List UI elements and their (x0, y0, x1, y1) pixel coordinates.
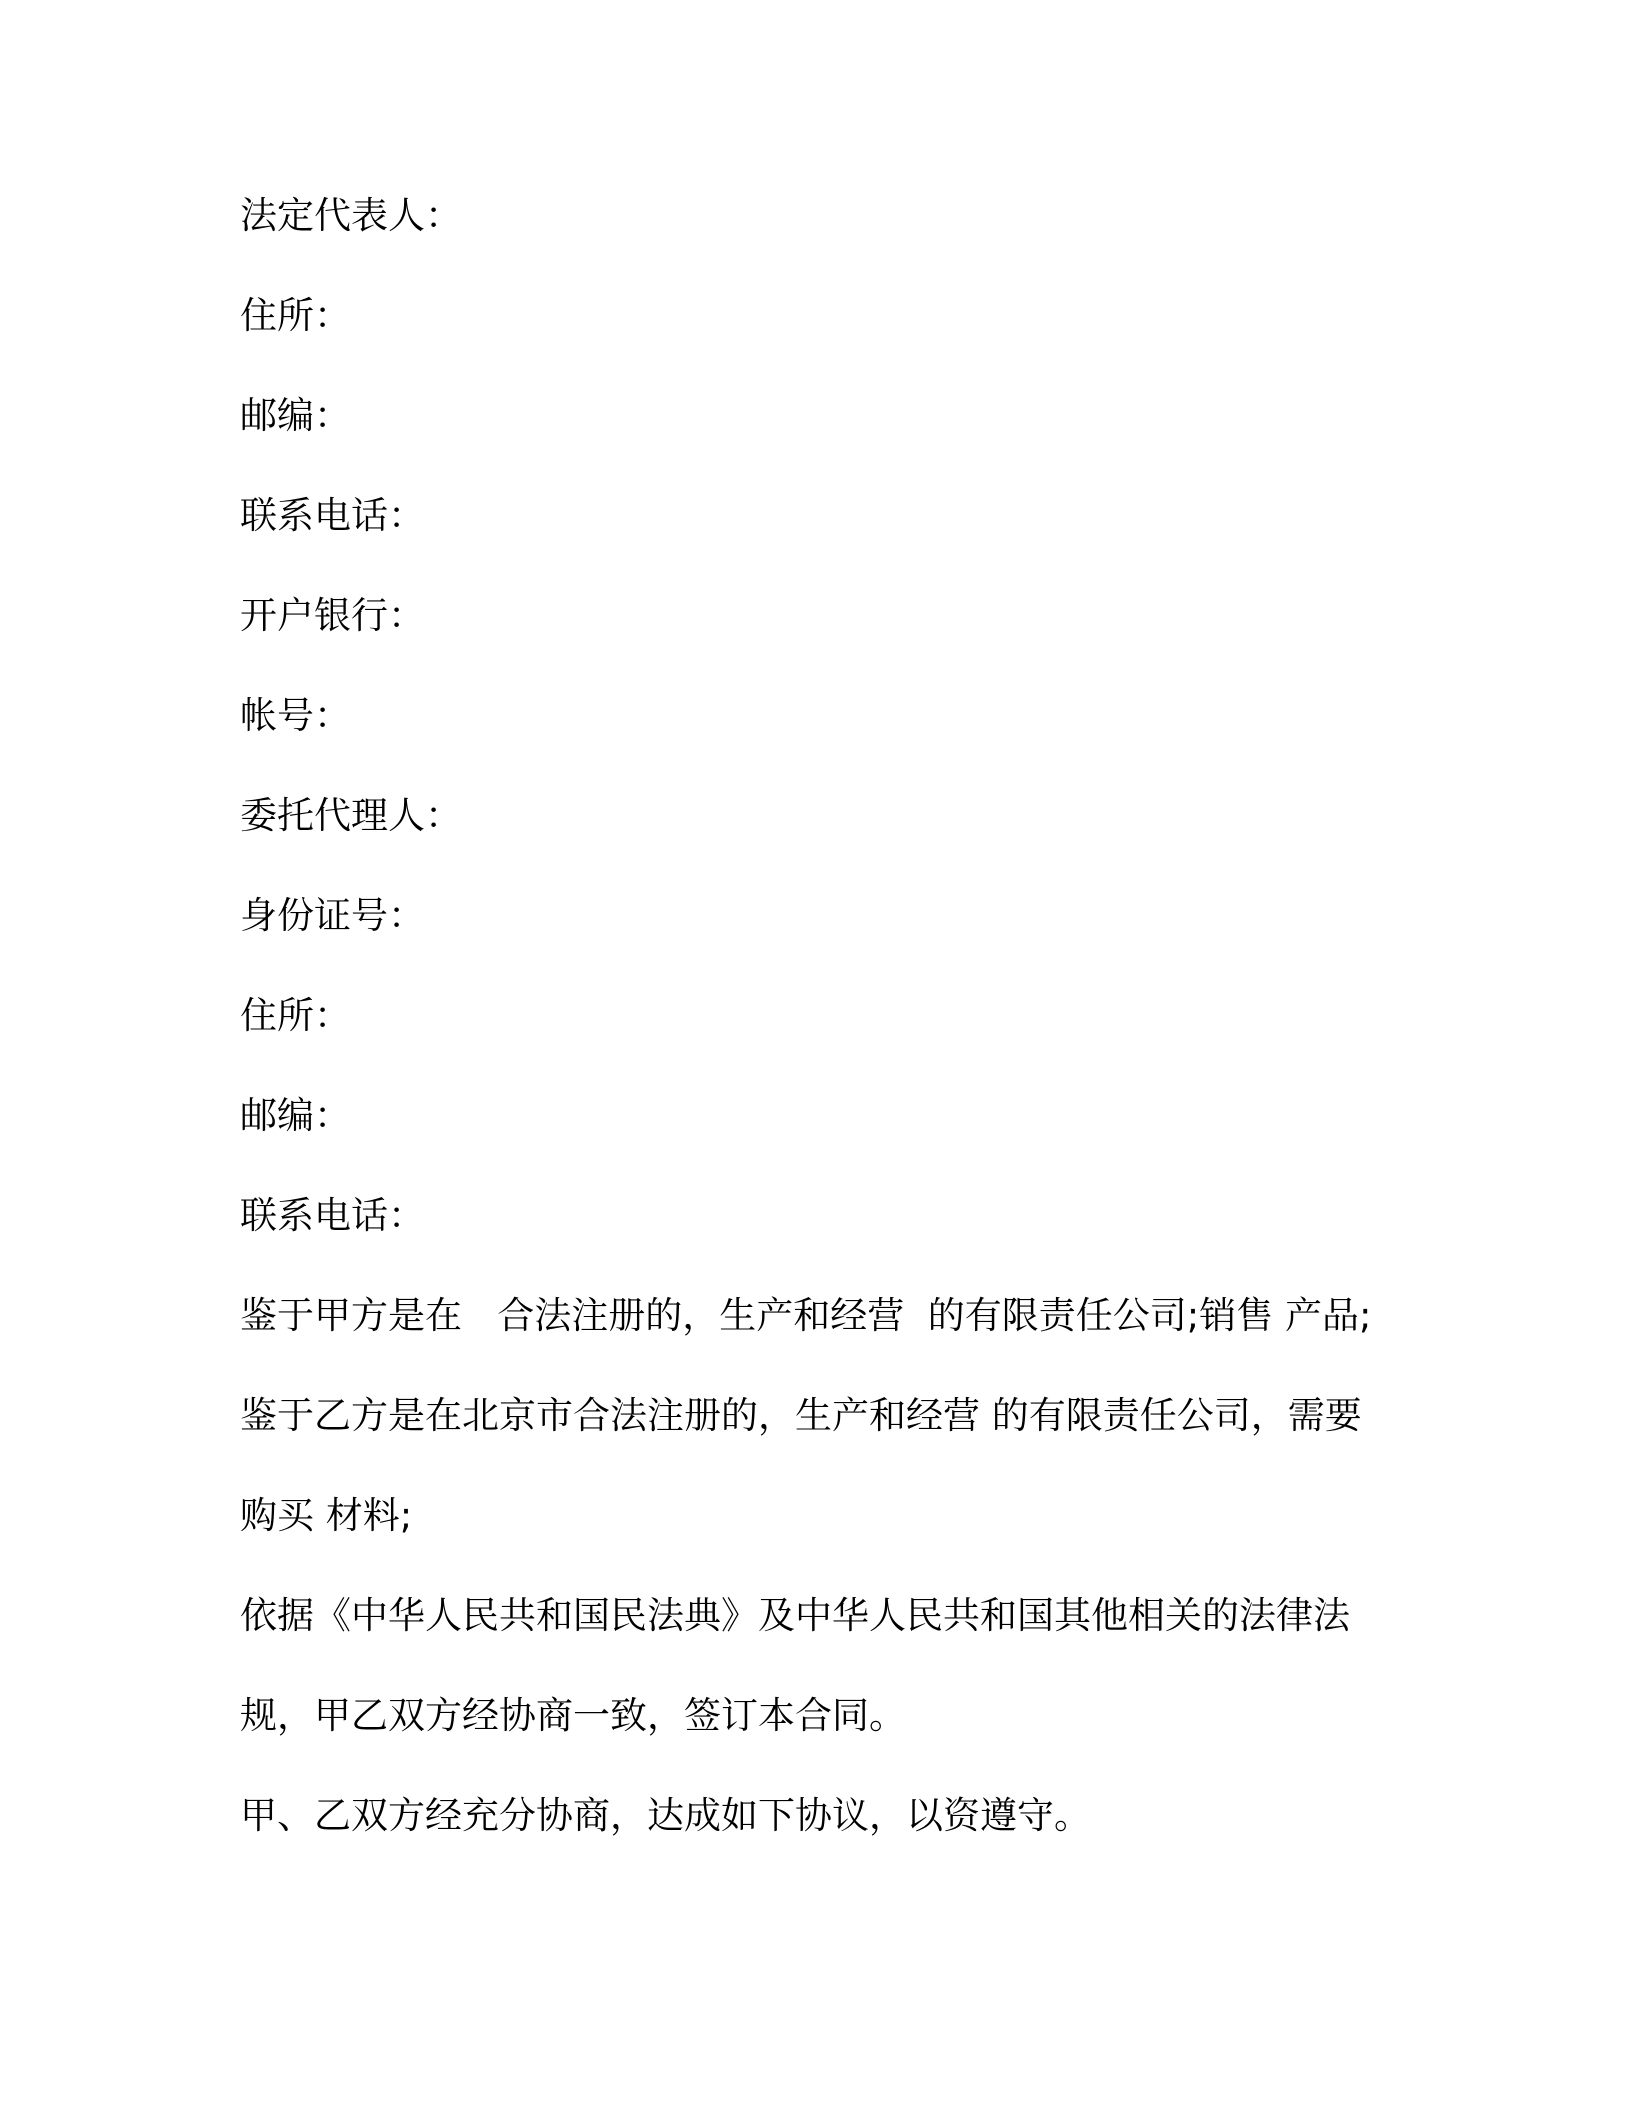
field-id-number: 身份证号： (240, 894, 425, 937)
field-postcode-2: 邮编： (240, 1094, 351, 1137)
field-legal-representative: 法定代表人： (240, 194, 462, 237)
field-bank: 开户银行： (240, 594, 425, 637)
paragraph-party-a: 鉴于甲方是在 合法注册的，生产和经营 的有限责任公司;销售 产品; (240, 1294, 1372, 1337)
field-address-2: 住所： (240, 994, 351, 1037)
paragraph-party-b-line2: 购买 材料; (240, 1494, 413, 1537)
field-address: 住所： (240, 294, 351, 337)
field-postcode: 邮编： (240, 394, 351, 437)
field-phone: 联系电话： (240, 494, 425, 537)
field-phone-2: 联系电话： (240, 1194, 425, 1237)
paragraph-agreement: 甲、乙双方经充分协商，达成如下协议，以资遵守。 (240, 1794, 1091, 1837)
paragraph-basis-line2: 规，甲乙双方经协商一致，签订本合同。 (240, 1694, 906, 1737)
paragraph-party-b-line1: 鉴于乙方是在北京市合法注册的，生产和经营 的有限责任公司，需要 (240, 1394, 1362, 1437)
field-account: 帐号： (240, 694, 351, 737)
paragraph-basis-line1: 依据《中华人民共和国民法典》及中华人民共和国其他相关的法律法 (240, 1594, 1350, 1637)
field-agent: 委托代理人： (240, 794, 462, 837)
